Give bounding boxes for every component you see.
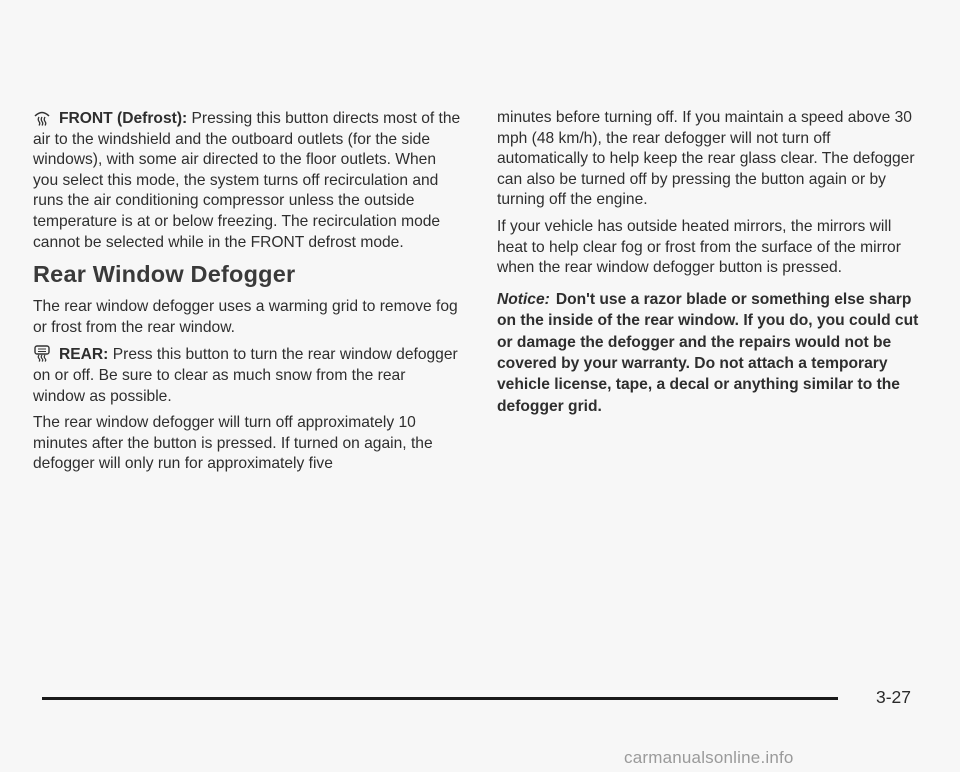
rear-label: REAR: [59, 346, 109, 364]
notice-paragraph [497, 289, 925, 417]
rear-defogger-paragraph [33, 344, 461, 407]
front-defrost-paragraph [33, 108, 461, 253]
right-column [497, 108, 925, 423]
left-column [33, 108, 461, 481]
front-defrost-label: FRONT (Defrost): [59, 110, 188, 127]
rear-text: Press this button to turn the rear window defogger on or off. Be sure to clear as much snow from the rear window as possible. [33, 346, 458, 405]
auto-off-paragraph: The rear window defogger will turn off approximately 10 minutes after the button is pressed. If turned on again, the defogger will only run for approximately five [33, 414, 433, 473]
front-defrost-icon [33, 108, 51, 126]
watermark: carmanualsonline.info [624, 748, 794, 767]
rear-defogger-icon [33, 344, 51, 362]
notice-label: Notice: [497, 290, 550, 308]
page-number: 3-27 [876, 687, 912, 707]
notice-text: Don't use a razor blade or something else sharp on the inside of the rear window. If you do, you could cut or damage the defogger and the repairs would not be covered by your warranty. Do not attach a temporary vehicle license, tape, a decal or anything similar to the defogger grid. [497, 290, 919, 415]
footer-rule [42, 697, 838, 700]
section-heading: Rear Window Defogger [33, 261, 296, 288]
continued-paragraph: minutes before turning off. If you maintain a speed above 30 mph (48 km/h), the rear defogger will not turn off automatically to help keep the rear glass clear. The defogger can also be turned off by pressing the button again or by turning off the engine. [497, 109, 915, 209]
front-defrost-text: Pressing this button directs most of the air to the windshield and the outboard outlets (for the side windows), with some air directed to the floor outlets. When you select this mode, the system turns off recirculation and runs the air conditioning compressor unless the outside temperature is at or below freezing. The recirculation mode cannot be selected while in the FRONT defrost mode. [33, 110, 461, 251]
defogger-intro: The rear window defogger uses a warming grid to remove fog or frost from the rear window. [33, 298, 458, 336]
heated-mirrors-paragraph: If your vehicle has outside heated mirrors, the mirrors will heat to help clear fog or frost from the surface of the mirror when the rear window defogger button is pressed. [497, 217, 901, 277]
